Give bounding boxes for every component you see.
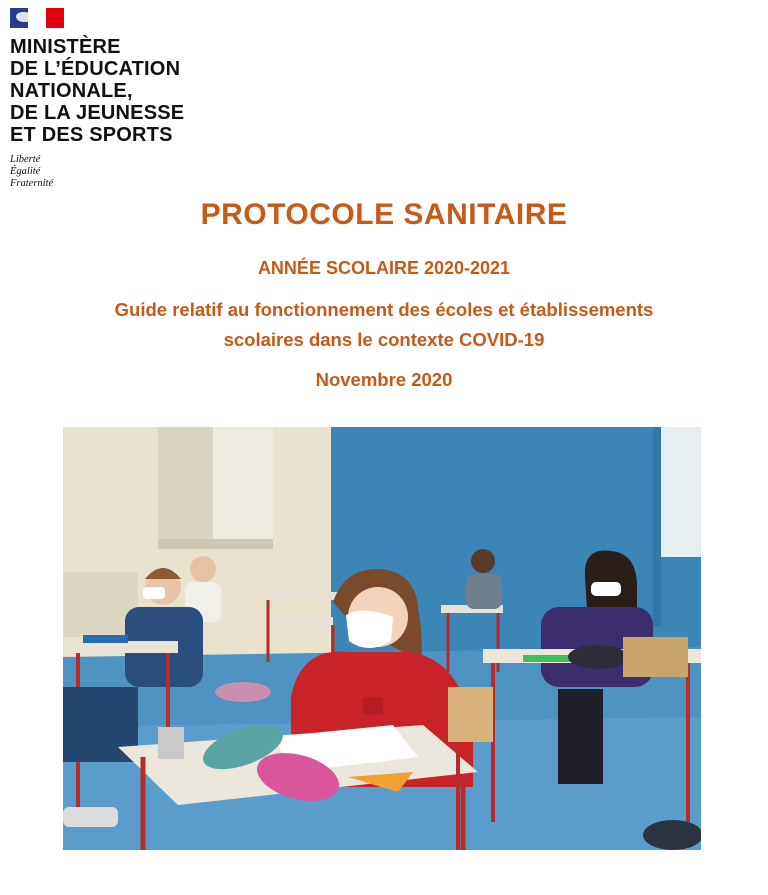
motto-line: Égalité (10, 166, 41, 177)
classroom-photo (63, 427, 701, 850)
ministry-name (10, 36, 210, 146)
motto-line: Liberté (10, 154, 41, 165)
ministry-name-line: DE LA JEUNESSE (10, 102, 185, 124)
flag-red-band (46, 8, 64, 28)
guide-subtitle-line: Guide relatif au fonctionnement des écoles et établissements (114, 299, 654, 320)
marianne-icon (16, 12, 30, 22)
flag-blue-band (10, 8, 28, 28)
ministry-logo (10, 8, 210, 190)
guide-subtitle-line: scolaires dans le contexte COVID-19 (223, 329, 545, 350)
document-date: Novembre 2020 (315, 369, 453, 390)
ministry-name-line: ET DES SPORTS (10, 124, 173, 146)
school-year: ANNÉE SCOLAIRE 2020-2021 (257, 258, 511, 278)
motto-line: Fraternité (10, 178, 54, 189)
document-title: PROTOCOLE SANITAIRE (200, 198, 568, 231)
flag-white-band (28, 8, 46, 28)
ministry-name-line: NATIONALE, (10, 80, 133, 102)
ministry-name-line: MINISTÈRE (10, 36, 121, 58)
republic-motto (10, 154, 210, 190)
ministry-name-line: DE L’ÉDUCATION (10, 58, 181, 80)
french-flag-icon (10, 8, 64, 28)
